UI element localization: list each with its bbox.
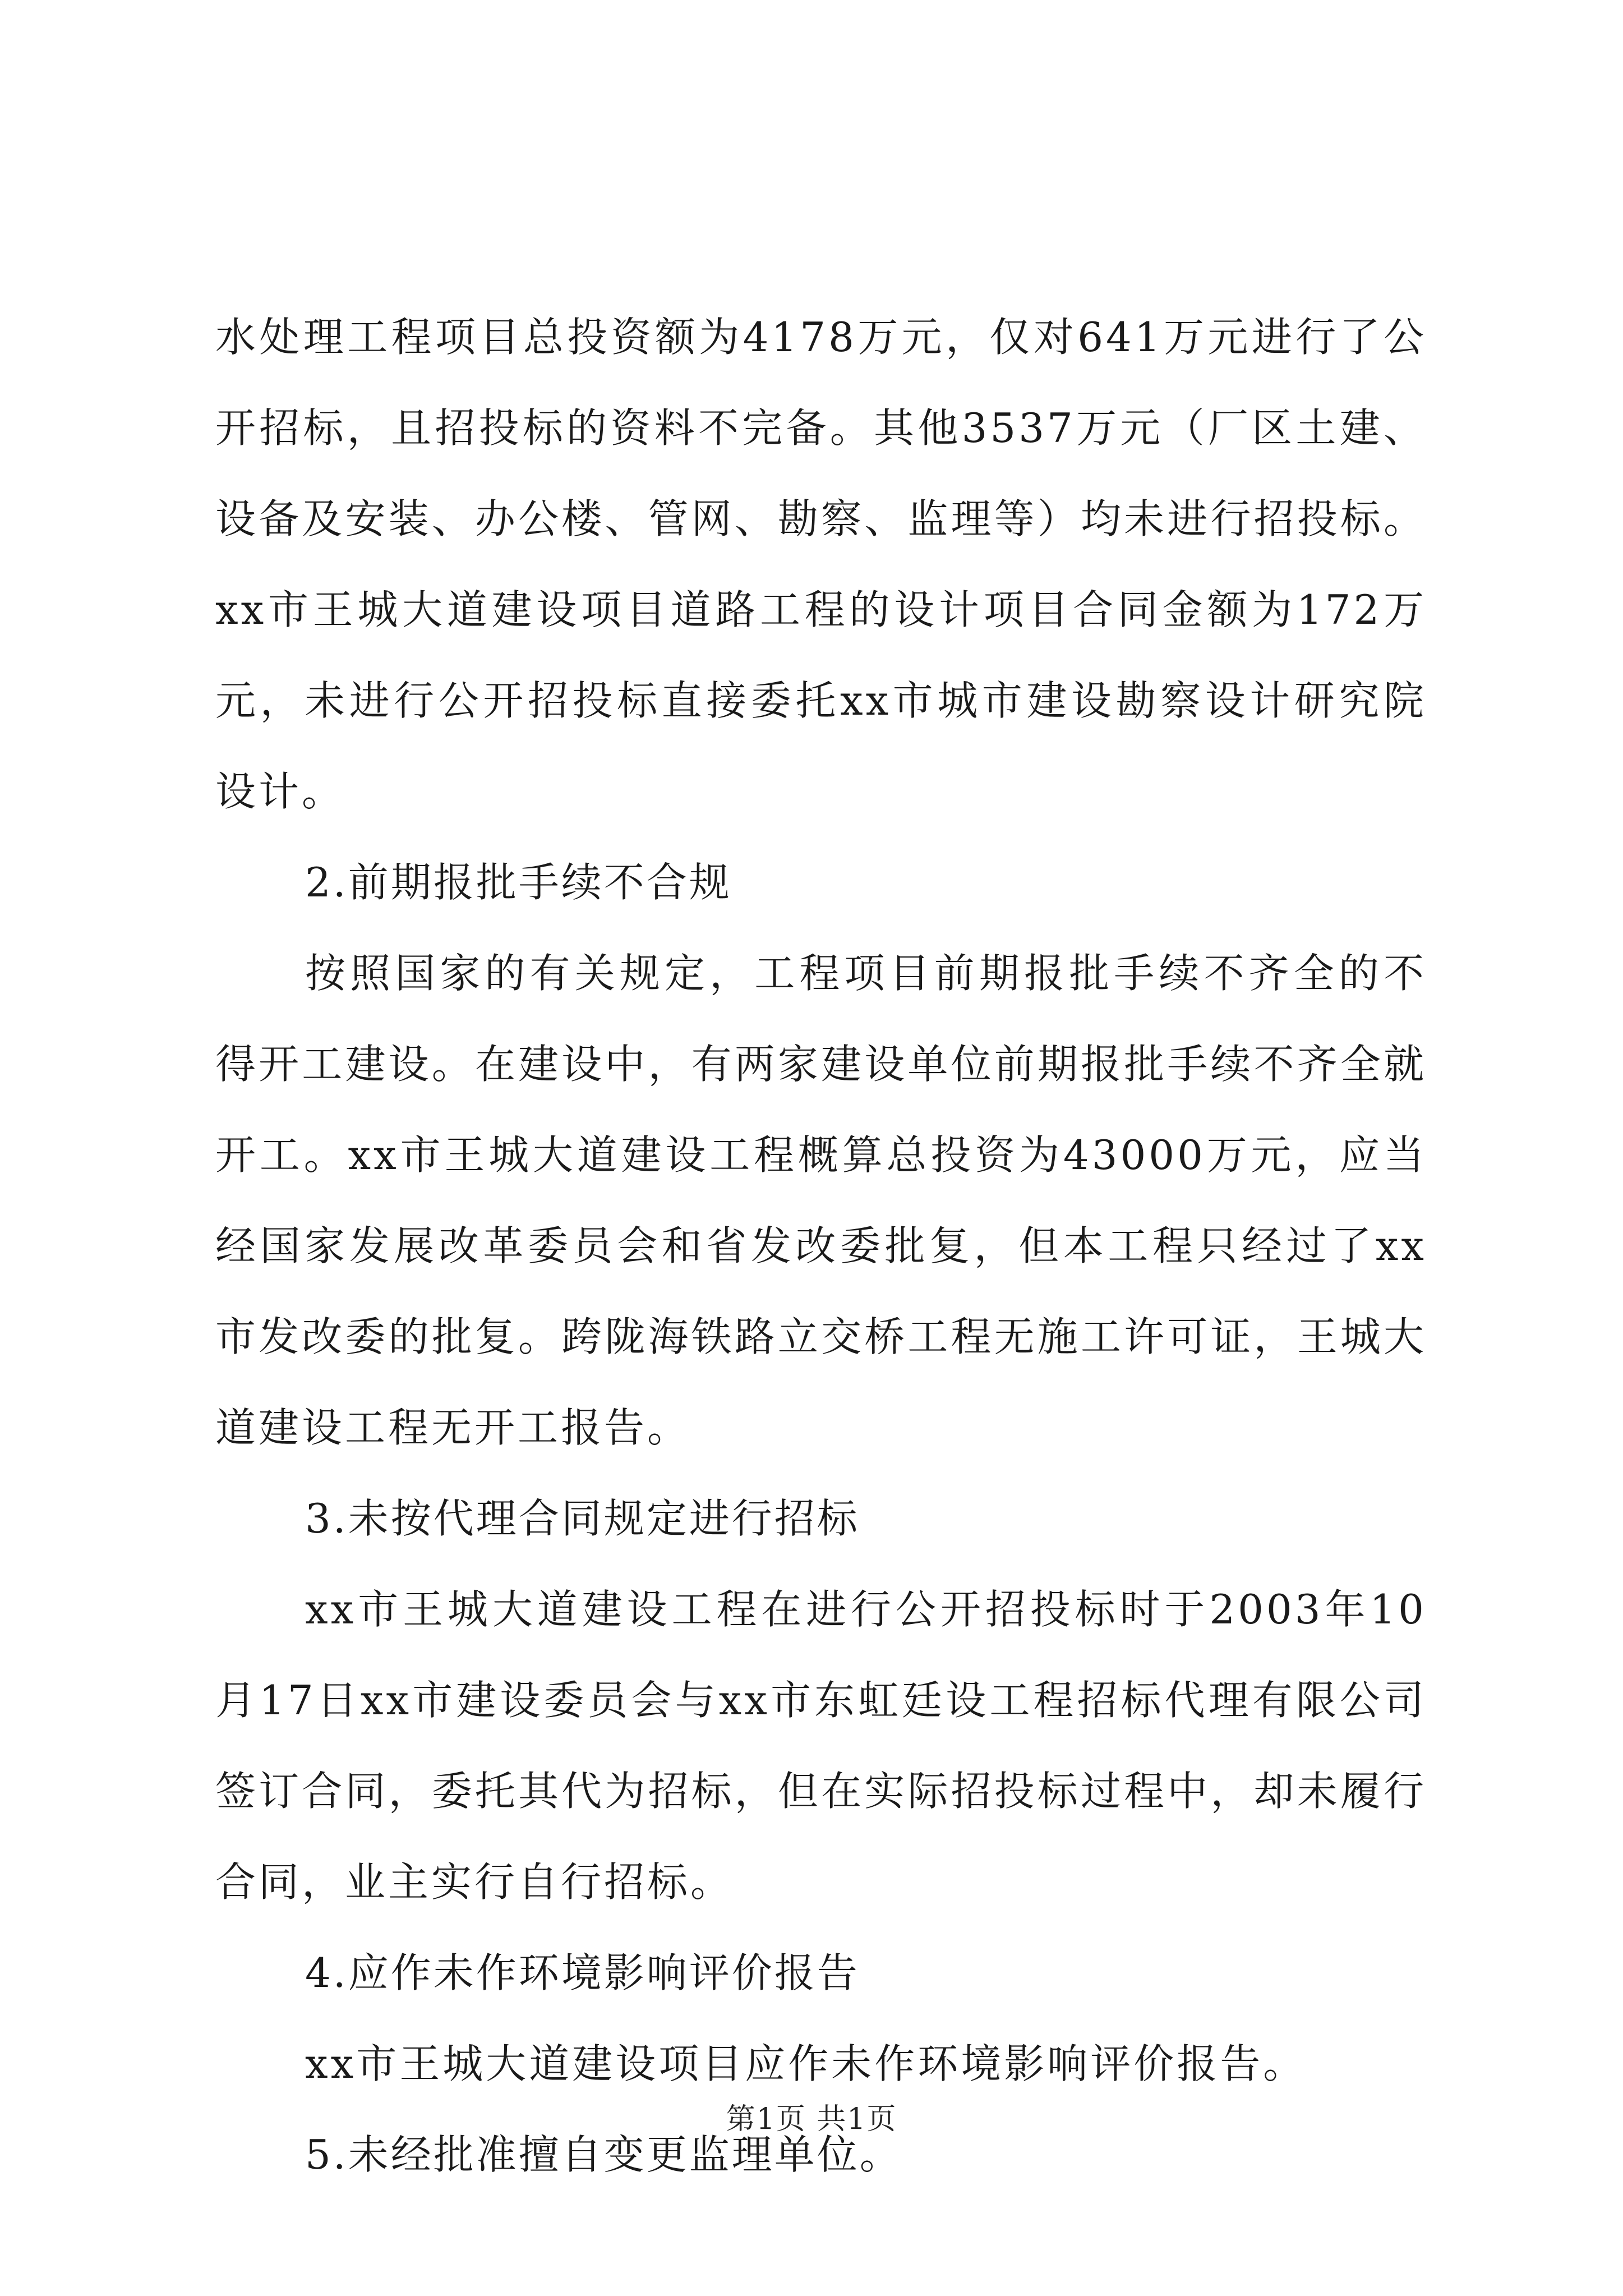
heading-approval-procedures: 2.前期报批手续不合规	[305, 859, 732, 906]
heading-agency-contract: 3.未按代理合同规定进行招标	[305, 1495, 860, 1542]
paragraph-environmental-assessment: xx市王城大道建设项目应作未作环境影响评价报告。	[305, 2040, 1307, 2087]
heading-environmental-assessment: 4.应作未作环境影响评价报告	[305, 1949, 860, 1996]
heading-supervision-unit-change: 5.未经批准擅自变更监理单位。	[305, 2131, 902, 2178]
paragraph-wastewater-bidding: 水处理工程项目总投资额为4178万元，仅对641万元进行了公开招标，且招投标的资料不完备。其他3537万元（厂区土建、设备及安装、办公楼、管网、勘察、监理等）均未进行招投标。xx市王城大道建设项目道路工程的设计项目合同金额为172万元，未进行公开招投标直接委托xx市城市建设勘察设计研究院设计。	[215, 314, 1427, 815]
paragraph-agency-contract: xx市王城大道建设工程在进行公开招投标时于2003年10月17日xx市建设委员会与xx市东虹廷设工程招标代理有限公司签订合同，委托其代为招标，但在实际招投标过程中，却未履行合同，业主实行自行招标。	[215, 1586, 1427, 1906]
paragraph-approval-procedures: 按照国家的有关规定，工程项目前期报批手续不齐全的不得开工建设。在建设中，有两家建设单位前期报批手续不齐全就开工。xx市王城大道建设工程概算总投资为43000万元，应当经国家发展改革委员会和省发改委批复，但本工程只经过了xx市发改委的批复。跨陇海铁路立交桥工程无施工许可证，王城大道建设工程无开工报告。	[215, 950, 1427, 1451]
page-footer: 第1页 共1页	[726, 2102, 897, 2136]
document-body	[215, 292, 1427, 2200]
